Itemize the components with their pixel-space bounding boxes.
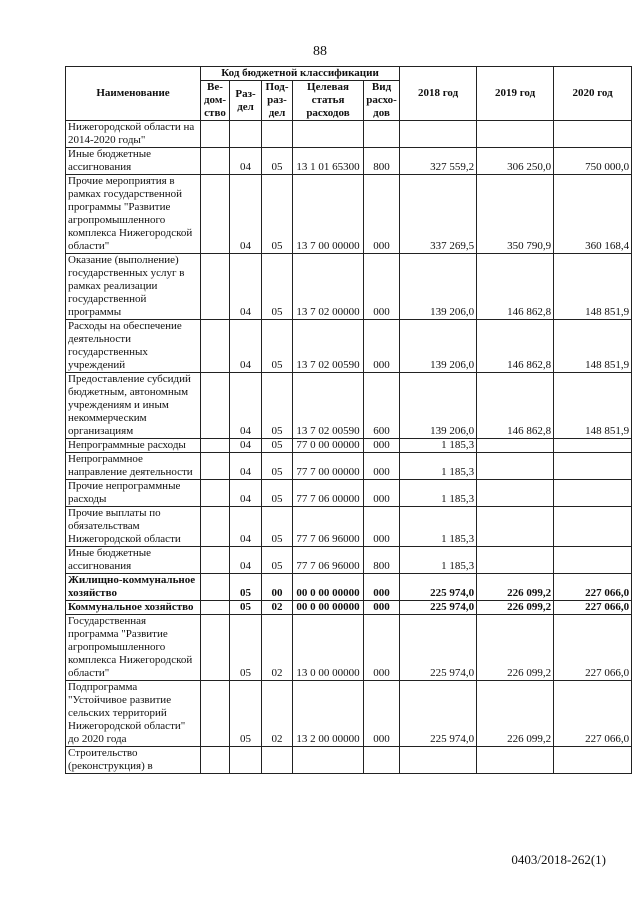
table-row <box>66 480 632 507</box>
cell-expense-type: 000 <box>364 574 400 601</box>
header-podrazdel: Под- раз- дел <box>262 81 293 121</box>
cell-name: Иные бюджетные ассигнования <box>66 148 201 175</box>
table-row <box>66 439 632 453</box>
cell-expense-type: 000 <box>364 601 400 615</box>
cell-2019: 226 099,2 <box>477 615 554 681</box>
cell-name: Нижегородской области на 2014-2020 годы" <box>66 121 201 148</box>
cell-target-article: 77 7 06 96000 <box>293 507 364 547</box>
cell-razdel: 05 <box>230 615 262 681</box>
header-razdel: Раз- дел <box>230 81 262 121</box>
table-row <box>66 547 632 574</box>
cell-2018: 139 206,0 <box>400 373 477 439</box>
cell-2020: 148 851,9 <box>554 254 632 320</box>
cell-2018: 1 185,3 <box>400 507 477 547</box>
cell-2018: 225 974,0 <box>400 681 477 747</box>
cell-vedomstvo <box>201 121 230 148</box>
cell-2020 <box>554 121 632 148</box>
cell-podrazdel: 02 <box>262 601 293 615</box>
cell-podrazdel: 05 <box>262 480 293 507</box>
cell-target-article: 77 0 00 00000 <box>293 439 364 453</box>
cell-2019 <box>477 121 554 148</box>
cell-expense-type: 800 <box>364 547 400 574</box>
document-code: 0403/2018-262(1) <box>511 852 606 867</box>
cell-2020 <box>554 507 632 547</box>
cell-expense-type: 600 <box>364 373 400 439</box>
cell-vedomstvo <box>201 439 230 453</box>
cell-razdel: 04 <box>230 373 262 439</box>
cell-expense-type: 000 <box>364 175 400 254</box>
cell-podrazdel: 05 <box>262 254 293 320</box>
cell-2018: 1 185,3 <box>400 453 477 480</box>
cell-expense-type: 000 <box>364 254 400 320</box>
cell-name: Подпрограмма "Устойчивое развитие сельских территорий Нижегородской области" до 2020 года <box>66 681 201 747</box>
cell-vedomstvo <box>201 254 230 320</box>
header-2019: 2019 год <box>477 67 554 121</box>
cell-2020: 227 066,0 <box>554 574 632 601</box>
cell-target-article: 13 7 00 00000 <box>293 175 364 254</box>
cell-2020: 360 168,4 <box>554 175 632 254</box>
cell-target-article: 13 1 01 65300 <box>293 148 364 175</box>
cell-razdel: 04 <box>230 547 262 574</box>
cell-vedomstvo <box>201 547 230 574</box>
cell-podrazdel: 05 <box>262 453 293 480</box>
cell-2019 <box>477 507 554 547</box>
cell-2018: 1 185,3 <box>400 439 477 453</box>
cell-target-article: 13 2 00 00000 <box>293 681 364 747</box>
cell-name: Прочие непрограммные расходы <box>66 480 201 507</box>
cell-2019 <box>477 480 554 507</box>
cell-2018: 337 269,5 <box>400 175 477 254</box>
cell-expense-type <box>364 747 400 774</box>
cell-2020: 227 066,0 <box>554 615 632 681</box>
table-row <box>66 121 632 148</box>
cell-2019 <box>477 547 554 574</box>
cell-expense-type: 000 <box>364 320 400 373</box>
header-target-article: Целевая статья расходов <box>293 81 364 121</box>
cell-2019: 306 250,0 <box>477 148 554 175</box>
budget-table <box>65 66 632 774</box>
cell-razdel: 04 <box>230 254 262 320</box>
header-budget-classification: Код бюджетной классификации <box>201 67 400 81</box>
cell-2020 <box>554 747 632 774</box>
cell-vedomstvo <box>201 601 230 615</box>
cell-expense-type <box>364 121 400 148</box>
cell-vedomstvo <box>201 615 230 681</box>
cell-target-article: 13 7 02 00000 <box>293 254 364 320</box>
cell-2019: 226 099,2 <box>477 601 554 615</box>
cell-2020 <box>554 439 632 453</box>
cell-podrazdel: 02 <box>262 681 293 747</box>
cell-podrazdel: 05 <box>262 507 293 547</box>
cell-name: Прочие мероприятия в рамках государственной программы "Развитие агропромышленного комплекса Нижегородской области" <box>66 175 201 254</box>
cell-2018 <box>400 121 477 148</box>
cell-razdel <box>230 121 262 148</box>
cell-podrazdel: 00 <box>262 574 293 601</box>
header-name: Наименование <box>66 67 201 121</box>
cell-target-article: 13 7 02 00590 <box>293 373 364 439</box>
cell-razdel <box>230 747 262 774</box>
cell-2018 <box>400 747 477 774</box>
table-row <box>66 175 632 254</box>
cell-2018: 327 559,2 <box>400 148 477 175</box>
cell-target-article: 77 7 06 00000 <box>293 480 364 507</box>
cell-razdel: 05 <box>230 681 262 747</box>
cell-2019 <box>477 747 554 774</box>
table-row <box>66 574 632 601</box>
cell-2020 <box>554 453 632 480</box>
table-row <box>66 601 632 615</box>
cell-name: Расходы на обеспечение деятельности государственных учреждений <box>66 320 201 373</box>
cell-2019: 350 790,9 <box>477 175 554 254</box>
cell-expense-type: 000 <box>364 480 400 507</box>
cell-vedomstvo <box>201 453 230 480</box>
cell-podrazdel: 05 <box>262 320 293 373</box>
cell-vedomstvo <box>201 480 230 507</box>
header-2020: 2020 год <box>554 67 632 121</box>
cell-2018: 139 206,0 <box>400 254 477 320</box>
cell-name: Прочие выплаты по обязательствам Нижегородской области <box>66 507 201 547</box>
cell-2019: 226 099,2 <box>477 574 554 601</box>
cell-razdel: 04 <box>230 480 262 507</box>
cell-name: Строительство (реконструкция) в <box>66 747 201 774</box>
page-number: 88 <box>313 44 327 59</box>
cell-vedomstvo <box>201 148 230 175</box>
cell-target-article <box>293 747 364 774</box>
cell-name: Жилищно-коммунальное хозяйство <box>66 574 201 601</box>
cell-2020: 148 851,9 <box>554 373 632 439</box>
cell-target-article: 00 0 00 00000 <box>293 601 364 615</box>
cell-podrazdel: 05 <box>262 439 293 453</box>
header-vedomstvo: Ве- дом- ство <box>201 81 230 121</box>
cell-2018: 139 206,0 <box>400 320 477 373</box>
cell-2018: 225 974,0 <box>400 601 477 615</box>
cell-expense-type: 000 <box>364 681 400 747</box>
cell-expense-type: 000 <box>364 453 400 480</box>
cell-name: Государственная программа "Развитие агропромышленного комплекса Нижегородской области" <box>66 615 201 681</box>
cell-razdel: 04 <box>230 148 262 175</box>
cell-target-article: 13 7 02 00590 <box>293 320 364 373</box>
cell-razdel: 05 <box>230 574 262 601</box>
cell-2020: 148 851,9 <box>554 320 632 373</box>
cell-podrazdel: 02 <box>262 615 293 681</box>
cell-podrazdel <box>262 747 293 774</box>
cell-2018: 1 185,3 <box>400 480 477 507</box>
cell-name: Предоставление субсидий бюджетным, автономным учреждениям и иным некоммерческим организациям <box>66 373 201 439</box>
header-2018: 2018 год <box>400 67 477 121</box>
cell-2020: 227 066,0 <box>554 681 632 747</box>
cell-razdel: 04 <box>230 507 262 547</box>
header-expense-type: Вид расхо- дов <box>364 81 400 121</box>
table-row <box>66 507 632 547</box>
table-row <box>66 453 632 480</box>
cell-expense-type: 000 <box>364 439 400 453</box>
cell-vedomstvo <box>201 320 230 373</box>
cell-name: Иные бюджетные ассигнования <box>66 547 201 574</box>
cell-name: Оказание (выполнение) государственных услуг в рамках реализации государственной программы <box>66 254 201 320</box>
cell-target-article <box>293 121 364 148</box>
table-row <box>66 254 632 320</box>
cell-vedomstvo <box>201 681 230 747</box>
cell-2019: 146 862,8 <box>477 320 554 373</box>
cell-razdel: 05 <box>230 601 262 615</box>
cell-2020: 750 000,0 <box>554 148 632 175</box>
cell-2019: 146 862,8 <box>477 373 554 439</box>
cell-expense-type: 800 <box>364 148 400 175</box>
cell-podrazdel: 05 <box>262 148 293 175</box>
table-row <box>66 148 632 175</box>
cell-target-article: 77 7 06 96000 <box>293 547 364 574</box>
cell-podrazdel: 05 <box>262 373 293 439</box>
cell-vedomstvo <box>201 747 230 774</box>
cell-razdel: 04 <box>230 175 262 254</box>
cell-vedomstvo <box>201 175 230 254</box>
cell-podrazdel: 05 <box>262 175 293 254</box>
cell-2020 <box>554 547 632 574</box>
cell-name: Коммунальное хозяйство <box>66 601 201 615</box>
cell-name: Непрограммное направление деятельности <box>66 453 201 480</box>
cell-2019 <box>477 453 554 480</box>
table-row <box>66 320 632 373</box>
cell-podrazdel: 05 <box>262 547 293 574</box>
cell-2018: 1 185,3 <box>400 547 477 574</box>
cell-vedomstvo <box>201 574 230 601</box>
cell-target-article: 13 0 00 00000 <box>293 615 364 681</box>
cell-razdel: 04 <box>230 320 262 373</box>
cell-expense-type: 000 <box>364 615 400 681</box>
cell-2019: 146 862,8 <box>477 254 554 320</box>
cell-2019: 226 099,2 <box>477 681 554 747</box>
cell-podrazdel <box>262 121 293 148</box>
table-row <box>66 373 632 439</box>
cell-expense-type: 000 <box>364 507 400 547</box>
table-body <box>66 121 632 774</box>
table-row <box>66 615 632 681</box>
cell-name: Непрограммные расходы <box>66 439 201 453</box>
cell-target-article: 77 7 00 00000 <box>293 453 364 480</box>
cell-2020 <box>554 480 632 507</box>
cell-2018: 225 974,0 <box>400 574 477 601</box>
cell-2019 <box>477 439 554 453</box>
table-row <box>66 747 632 774</box>
cell-target-article: 00 0 00 00000 <box>293 574 364 601</box>
cell-2020: 227 066,0 <box>554 601 632 615</box>
cell-razdel: 04 <box>230 439 262 453</box>
cell-razdel: 04 <box>230 453 262 480</box>
table-row <box>66 681 632 747</box>
cell-2018: 225 974,0 <box>400 615 477 681</box>
cell-vedomstvo <box>201 507 230 547</box>
cell-vedomstvo <box>201 373 230 439</box>
